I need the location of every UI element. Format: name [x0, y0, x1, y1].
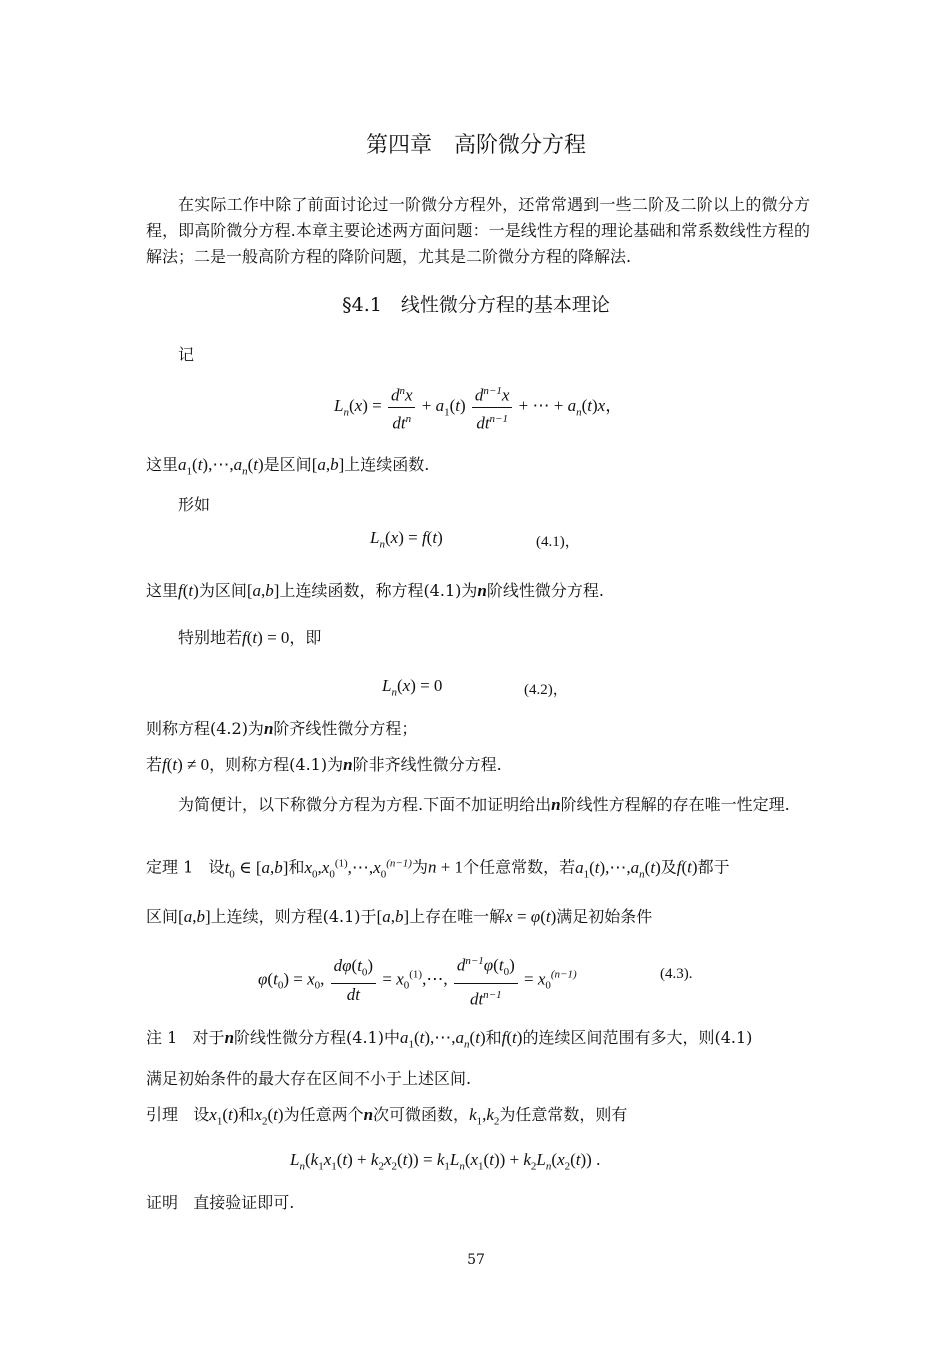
n-var-5: n: [224, 1028, 235, 1047]
note-label: 注 1: [146, 1028, 178, 1047]
chapter-title: 第四章 高阶微分方程: [365, 133, 586, 158]
lemma-text-2: 和: [238, 1105, 255, 1124]
special-text-1: 特别地若: [178, 628, 243, 647]
coeff-note: [146, 452, 429, 484]
def-f-text-2: 为区间: [198, 581, 247, 600]
n-var-2: n: [263, 719, 274, 738]
special-text-2: ，即: [289, 628, 322, 647]
interval-ab-2: [a,b]: [246, 581, 280, 600]
unique-solution: x = φ(t): [505, 907, 557, 926]
initial-values: $x_0,x_0^{(1)},\cdots,x_0^{(n-1)}$: [304, 857, 412, 881]
lemma-label: 引理: [146, 1105, 179, 1124]
lemma-text-1: 设: [193, 1105, 210, 1124]
k1-k2: $k_1,k_2$: [469, 1105, 500, 1128]
lemma-equation: $L_n(k_1x_1(t) + k_2x_2(t)) = k_1L_n(x_1(t)) + k_2L_n(x_2(t))$ .: [290, 1150, 601, 1173]
coeffs-note: $a_1(t),\cdots,a_n(t)$: [399, 1028, 486, 1051]
lemma-text-5: 为任意常数，则有: [499, 1105, 628, 1124]
nonhomog-text-2: ，则称方程(4.1)为: [209, 755, 344, 774]
def-f-paragraph: [146, 578, 604, 604]
f-t-note: f(t): [501, 1028, 523, 1047]
intro-paragraph: 在实际工作中除了前面讨论过一阶微分方程外，还常常遇到一些二阶及二阶以上的微分方程，即高阶微分方程.本章主要论述两方面问题：一是线性方程的理论基础和常系数线性方程的解法；二是一般高阶方程的降阶问题，尤其是二阶微分方程的降解法.: [146, 195, 810, 266]
nonhomogeneous-def: [146, 752, 502, 778]
thm-text-10: 满足初始条件: [556, 907, 653, 926]
simplify-text-2: 阶线性方程解的存在唯一性定理.: [560, 795, 790, 814]
lemma-text-4: 次可微函数，: [373, 1105, 470, 1124]
proof-label: 证明: [146, 1193, 179, 1212]
lemma-line: [146, 1102, 627, 1134]
proof-text: 直接验证即可.: [193, 1193, 295, 1212]
theorem-label: 定理 1: [146, 857, 194, 877]
thm-text-7: 区间: [146, 907, 179, 926]
thm-text-3: 为: [411, 857, 428, 877]
f-zero: f(t) = 0: [242, 628, 290, 647]
n-var-6: n: [363, 1105, 374, 1124]
operator-definition: $L_n(x)$ = $\frac{d^nx}{dt^n}$ + $a_1(t)$ $\frac{d^{n-1}x}{dt^{n-1}}$ + ⋯ + $a_n(t)x$，: [334, 380, 622, 434]
note-text-1: 对于: [192, 1028, 225, 1047]
theorem-1-line-1: [146, 850, 730, 887]
special-case: [178, 625, 321, 651]
thm-text-1: 设: [208, 857, 225, 877]
equation-4-3-tag: (4.3).: [660, 966, 693, 982]
x1-t: $x_1(t)$: [209, 1105, 239, 1128]
interval-ab-3: [a,b]: [178, 907, 211, 926]
xingru-label: 形如: [178, 495, 211, 514]
coeff-note-text-3: 上连续函数.: [344, 455, 430, 474]
lemma-text-3: 为任意两个: [283, 1105, 364, 1124]
thm-text-2: 和: [288, 857, 305, 877]
x2-t: $x_2(t)$: [254, 1105, 284, 1128]
thm-text-4: 个任意常数，若: [463, 857, 576, 877]
note-1-line-1: [146, 1025, 752, 1057]
thm-text-8: 上连续，则方程(4.1)于: [210, 907, 377, 926]
homogeneous-def: [146, 716, 417, 742]
note-text-4: 的连续区间范围有多大，则(4.1): [522, 1028, 753, 1047]
equation-4-3: $\varphi(t_0) = x_0$, $\frac{d\varphi(t_0)}{dt}$ = $x_0^{(1)},\cdots$, $\frac{d^{n-1}\varphi(t_0)}{dt^{n-1}}$ = $x_0^{(n-1)}$: [258, 950, 577, 1011]
eq41-tag-text: (4.1): [536, 534, 565, 550]
equation-4-2-tag: (4.2)，: [524, 682, 568, 698]
simplify-text-1: 为简便计，以下称微分方程为方程.下面不加证明给出: [178, 795, 552, 814]
nonhomog-text-1: 若: [146, 755, 163, 774]
coeffs-thm: $a_1(t),\cdots,a_n(t)$: [575, 857, 661, 881]
note-1-line-2: 满足初始条件的最大存在区间不小于上述区间.: [146, 1069, 472, 1088]
interval-ab: [a,b]: [311, 455, 345, 474]
page-number: 57: [467, 1252, 485, 1268]
thm-text-9: 上存在唯一解: [409, 907, 506, 926]
n-var: n: [477, 581, 487, 600]
coeff-note-text-1: 这里: [146, 455, 179, 474]
t0-in-ab: $t_0$ ∈ [a,b]: [224, 857, 289, 881]
equation-4-2: $L_n(x) = 0$: [382, 676, 443, 699]
def-f-text-1: 这里: [146, 581, 179, 600]
def-f-text-3: 上连续函数，称方程(4.1)为: [279, 581, 478, 600]
def-f-text-4: 阶线性微分方程.: [486, 581, 604, 600]
equation-4-1: $L_n(x) = f(t)$: [370, 528, 443, 551]
n-plus-1: n + 1: [427, 857, 464, 877]
homog-text-1: 则称方程(4.2)为: [146, 719, 264, 738]
thm-text-6: 都于: [697, 857, 730, 877]
coeff-note-text-2: 是区间: [263, 455, 312, 474]
proof-line: [146, 1190, 294, 1216]
interval-ab-4: [a,b]: [376, 907, 410, 926]
nonhomog-text-3: 阶非齐线性微分方程.: [352, 755, 502, 774]
note-text-2: 阶线性微分方程(4.1)中: [234, 1028, 400, 1047]
f-nonzero: f(t) ≠ 0: [162, 755, 210, 774]
coeff-math: $a_1(t),\cdots,a_n(t)$: [178, 455, 264, 478]
theorem-1-line-2: [146, 904, 652, 930]
section-title: §4.1 线性微分方程的基本理论: [342, 294, 610, 316]
eq42-tag-text: (4.2): [524, 682, 553, 698]
f-t: f(t): [178, 581, 199, 600]
thm-text-5: 及: [660, 857, 677, 877]
n-var-4: n: [551, 795, 561, 814]
f-t-thm: f(t): [676, 857, 698, 877]
n-var-3: n: [343, 755, 353, 774]
homog-text-2: 阶齐线性微分方程；: [273, 719, 418, 738]
ji-label: 记: [178, 345, 195, 364]
equation-4-1-tag: (4.1)，: [536, 534, 580, 550]
note-text-3: 和: [485, 1028, 502, 1047]
simplify-paragraph: [146, 792, 810, 818]
